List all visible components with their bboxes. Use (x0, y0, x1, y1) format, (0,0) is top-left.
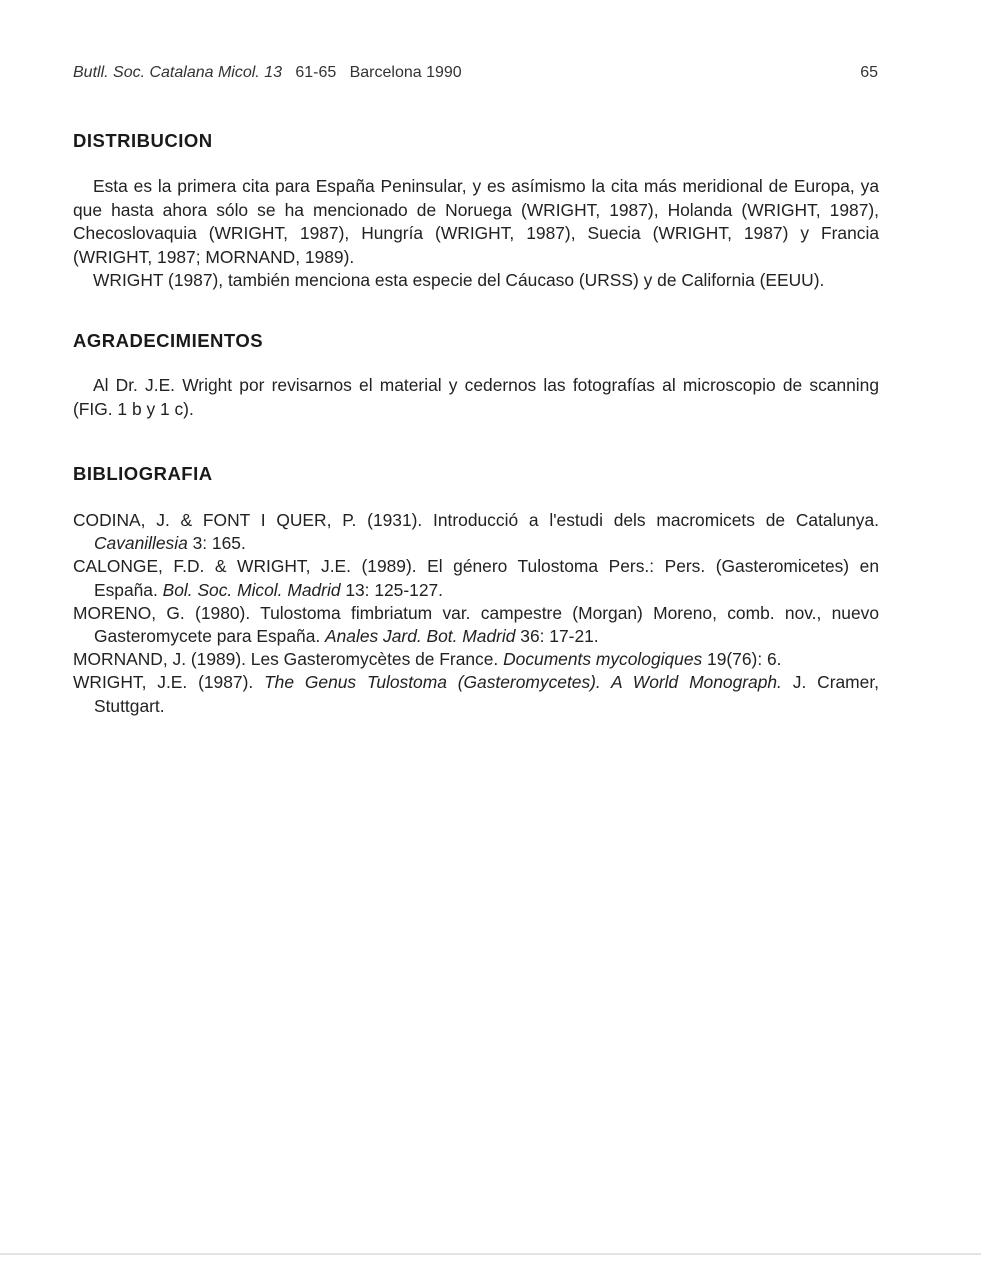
reference-detail: 3: 165. (187, 533, 246, 554)
place-year: Barcelona 1990 (349, 64, 462, 81)
reference-source: Bol. Soc. Micol. Madrid (162, 579, 341, 600)
volume-number: 13 (264, 64, 282, 81)
heading-bibliografia: BIBLIOGRAFIA (73, 463, 213, 484)
reference-source: Documents mycologiques (503, 649, 703, 670)
reference-item (73, 648, 879, 671)
distribucion-text (73, 175, 879, 293)
reference-source: The Genus Tulostoma (Gasteromycetes). A World Monograph. (264, 672, 782, 693)
agradecimientos-paragraph: Al Dr. J.E. Wright por revisarnos el material y cedernos las fotografías al microscopio de scanning (FIG. 1 b y 1 c). (73, 375, 879, 419)
heading-agradecimientos: AGRADECIMIENTOS (73, 330, 264, 351)
reference-main: MORNAND, J. (1989). Les Gasteromycètes de France. (73, 649, 504, 670)
reference-item (73, 602, 879, 648)
reference-source: Cavanillesia (94, 533, 188, 554)
agradecimientos-text (73, 374, 879, 421)
reference-main: MORENO, G. (1980). Tulostoma fimbriatum var. campestre (Morgan) Moreno, comb. nov., nuevo Gasteromycete para España. (73, 602, 879, 647)
page-range: 61-65 (295, 64, 337, 81)
journal-title: Butll. Soc. Catalana Micol. (73, 64, 260, 81)
reference-detail: 36: 17-21. (515, 626, 599, 647)
reference-detail: J. Cramer, Stuttgart. (94, 672, 879, 716)
reference-item (73, 509, 879, 555)
page-number: 65 (860, 64, 878, 81)
page-bottom-edge (0, 1253, 981, 1255)
reference-item (73, 671, 879, 717)
distribucion-paragraph-1: Esta es la primera cita para España Peninsular, y es asímismo la cita más meridional de Europa, ya que hasta ahora sólo se ha mencionado de Noruega (WRIGHT, 1987), Holanda (WRIGHT, 1987), Checoslovaquia (WRIGHT, 1987), Hungría (WRIGHT, 1987), Suecia (WRIGHT, 1987) y Francia (WRIGHT, 1987; MORNAND, 1989). (73, 176, 879, 267)
heading-distribucion: DISTRIBUCION (73, 130, 213, 151)
reference-detail: 19(76): 6. (702, 649, 782, 670)
reference-main: CODINA, J. & FONT I QUER, P. (1931). Introducció a l'estudi dels macromicets de Catalunya. (73, 510, 879, 530)
distribucion-paragraph-2: WRIGHT (1987), también menciona esta especie del Cáucaso (URSS) y de California (EEUU). (93, 270, 825, 290)
reference-source: Anales Jard. Bot. Madrid (325, 626, 516, 647)
reference-main: CALONGE, F.D. & WRIGHT, J.E. (1989). El género Tulostoma Pers.: Pers. (Gasteromicetes) en España. (73, 556, 879, 600)
reference-list (73, 509, 879, 718)
reference-item (73, 555, 879, 601)
reference-main: WRIGHT, J.E. (1987). (73, 672, 265, 693)
running-head (73, 64, 878, 86)
reference-detail: 13: 125-127. (340, 579, 443, 600)
